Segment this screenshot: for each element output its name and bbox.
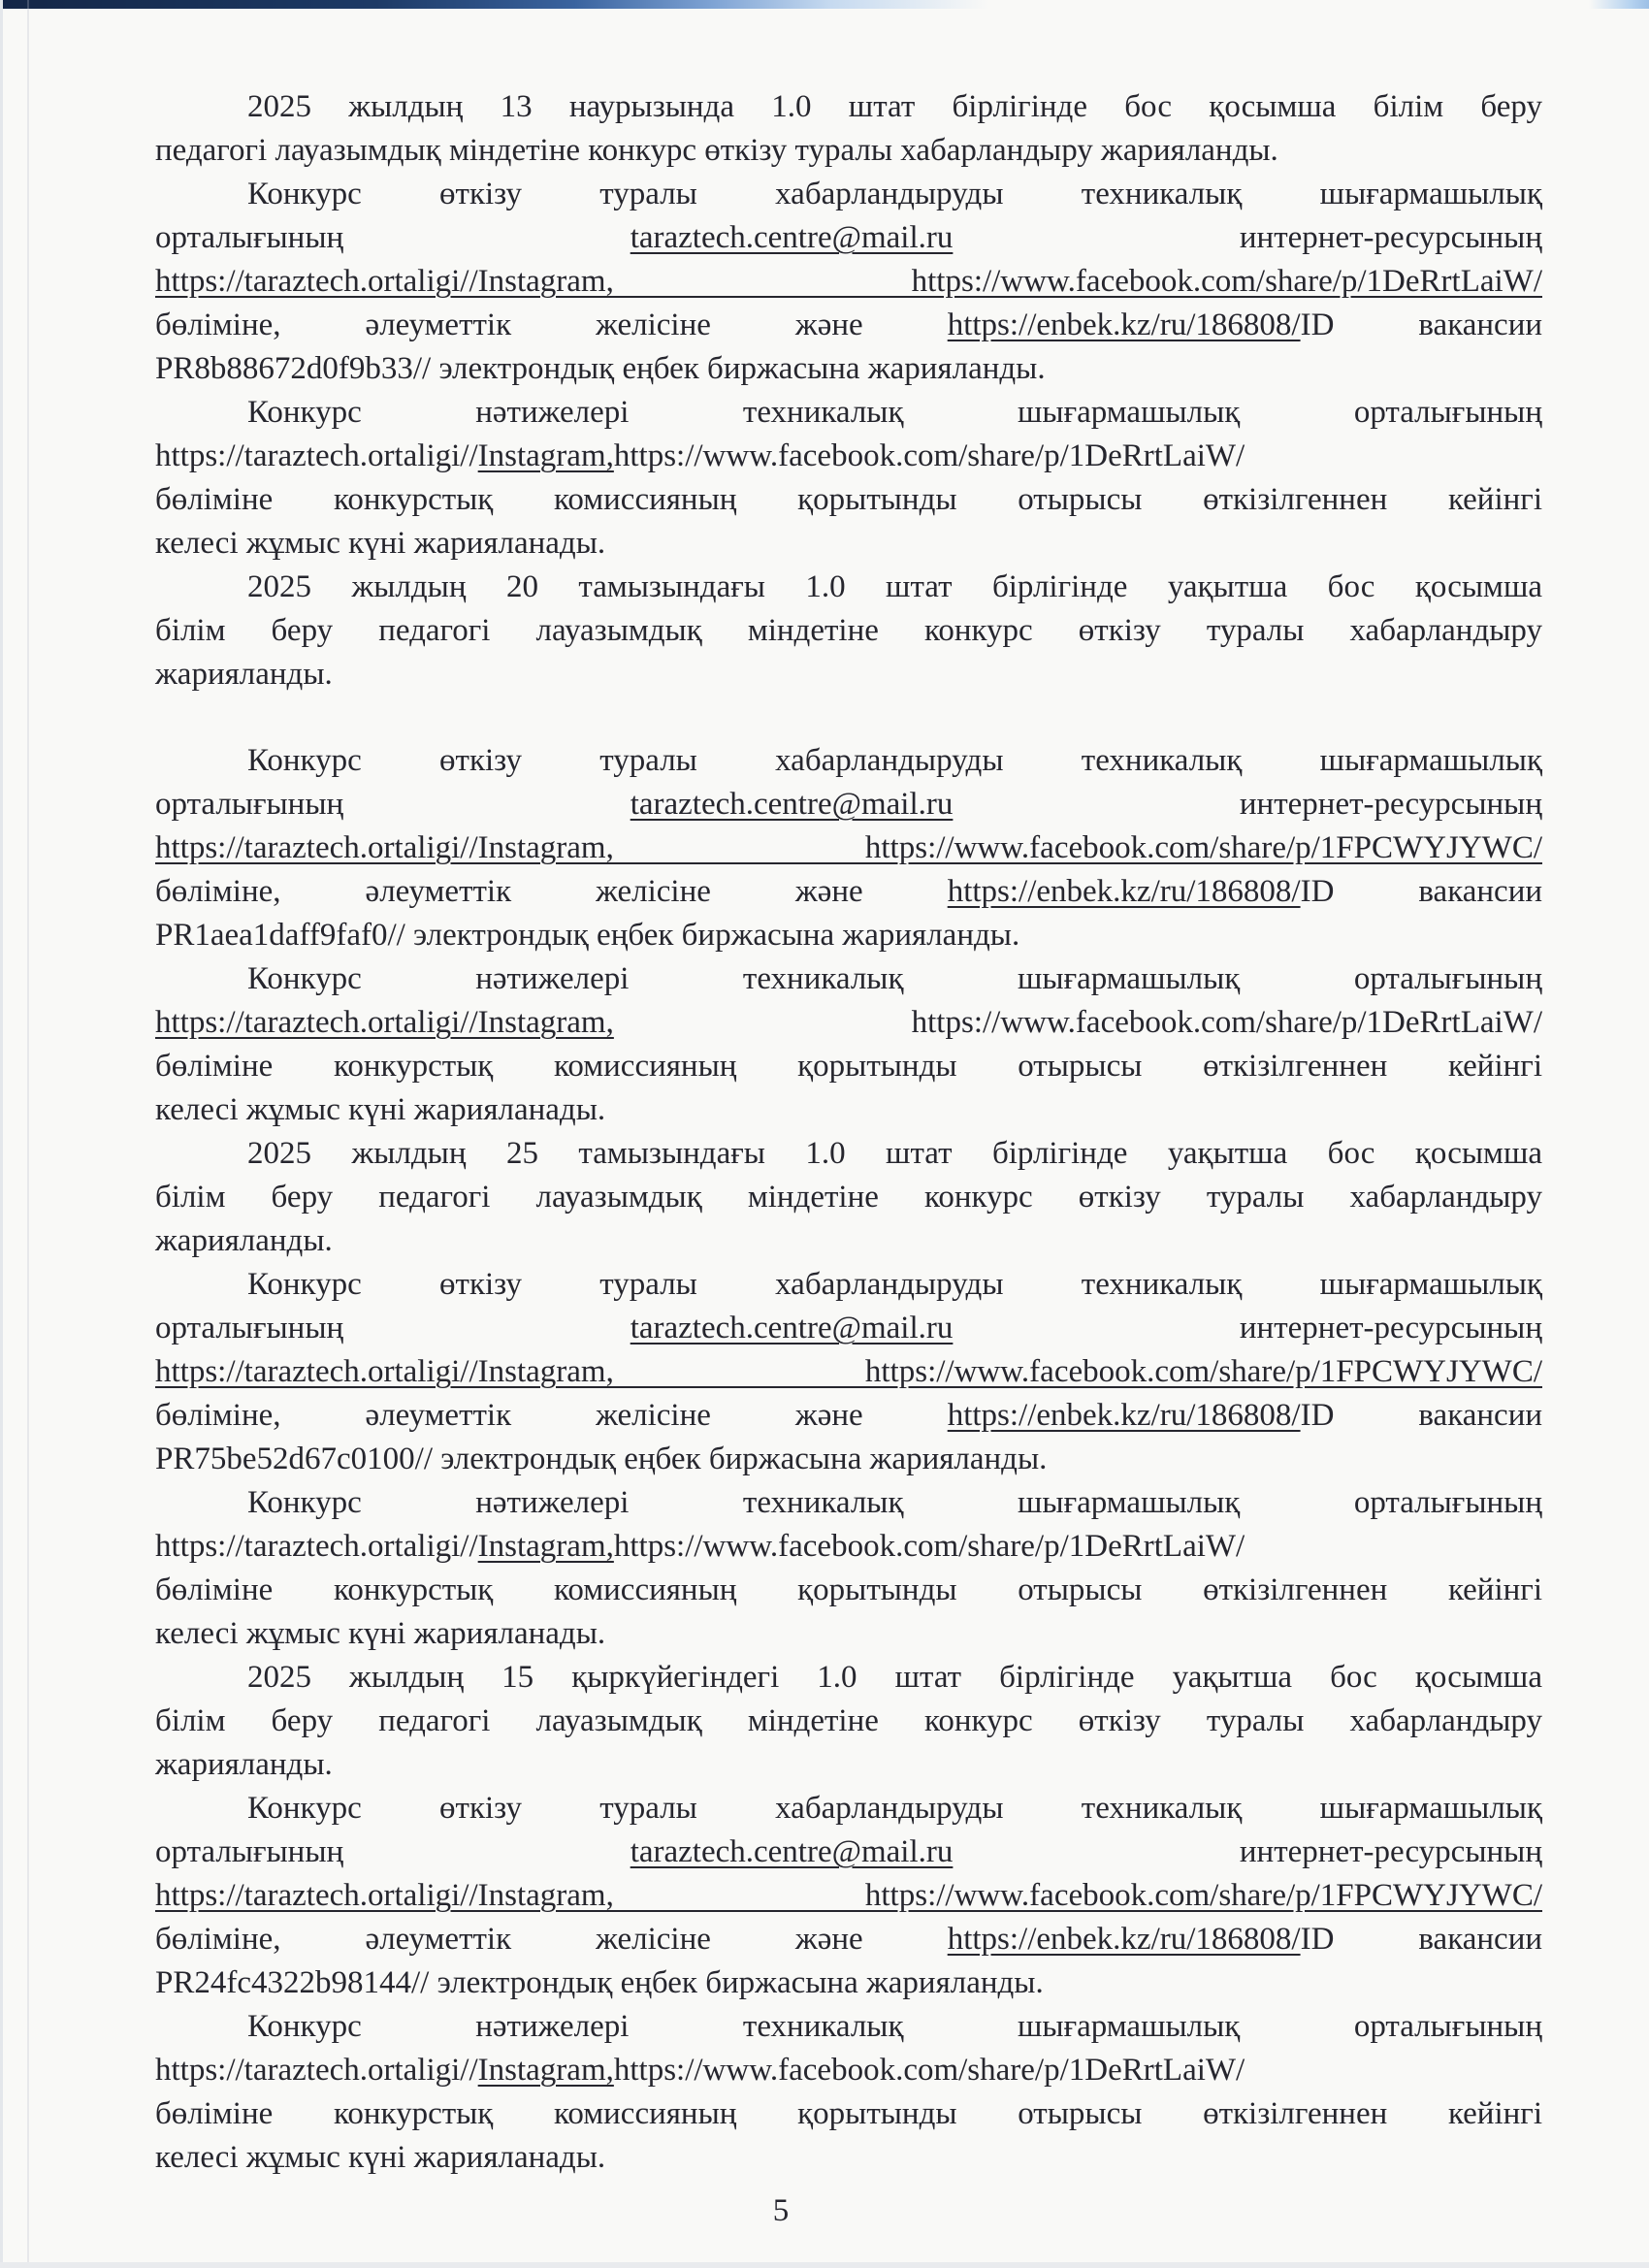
body-text: педагогі лауазымдық міндетіне конкурс өткізу туралы хабарландыру жарияланды. bbox=[155, 133, 1278, 168]
body-text: орталығының bbox=[155, 1834, 630, 1869]
scan-edge-left bbox=[0, 0, 3, 2268]
paragraph bbox=[155, 391, 1542, 566]
body-text: орталығының bbox=[155, 220, 630, 255]
paragraph bbox=[155, 2005, 1542, 2180]
body-text: https://taraztech.ortaligi// bbox=[155, 438, 478, 473]
body-text: орталығының bbox=[155, 787, 630, 822]
body-text: https://www.facebook.com/share/p/1DeRrtLaiW/ bbox=[613, 1005, 1542, 1040]
text-line bbox=[155, 1088, 1542, 1132]
text-line bbox=[155, 522, 1542, 566]
link-text: https://taraztech.ortaligi//Instagram, bbox=[155, 1005, 614, 1040]
text-line bbox=[155, 653, 1542, 697]
text-line bbox=[155, 173, 1542, 216]
body-text: ID вакансии bbox=[1300, 1922, 1543, 1957]
body-text: 2025 жылдың 15 қыркүйегіндегі 1.0 штат бірлігінде уақытша бос қосымша bbox=[247, 1660, 1542, 1695]
link-text: taraztech.centre@mail.ru bbox=[630, 787, 954, 822]
text-line bbox=[155, 347, 1542, 391]
text-line bbox=[155, 826, 1542, 870]
text-line bbox=[155, 1045, 1542, 1088]
body-text: Конкурс нәтижелері техникалық шығармашылық орталығының bbox=[247, 2009, 1542, 2044]
body-text: интернет-ресурсының bbox=[953, 1834, 1542, 1869]
text-line bbox=[155, 1438, 1542, 1481]
body-text: PR24fc4322b98144// электрондық еңбек биржасына жарияланды. bbox=[155, 1965, 1044, 2000]
body-text: жарияланды. bbox=[155, 1223, 333, 1258]
body-text: бөліміне конкурстық комиссияның қорытынды отырысы өткізілгеннен кейінгі bbox=[155, 482, 1542, 517]
link-text: https://taraztech.ortaligi//Instagram, https://www.facebook.com/share/p/1DeRrtLaiW/ bbox=[155, 264, 1542, 299]
scan-edge-top bbox=[0, 0, 989, 9]
text-line bbox=[155, 1700, 1542, 1743]
link-text: taraztech.centre@mail.ru bbox=[630, 1834, 954, 1869]
text-line bbox=[155, 1001, 1542, 1045]
text-line bbox=[155, 1481, 1542, 1525]
paragraph bbox=[155, 1132, 1542, 1263]
body-text: бөліміне конкурстық комиссияның қорытынды отырысы өткізілгеннен кейінгі bbox=[155, 2096, 1542, 2131]
body-text: https://taraztech.ortaligi// bbox=[155, 2053, 478, 2088]
body-text: Конкурс нәтижелері техникалық шығармашылық орталығының bbox=[247, 961, 1542, 996]
scan-edge-bottom bbox=[0, 2262, 1649, 2268]
body-text: https://www.facebook.com/share/p/1DeRrtLaiW/ bbox=[613, 2053, 1245, 2088]
body-text: бөліміне, әлеуметтік желісіне және bbox=[155, 1398, 948, 1433]
text-line bbox=[155, 1307, 1542, 1350]
link-text: https://enbek.kz/ru/186808/ bbox=[947, 874, 1301, 909]
body-text: келесі жұмыс күні жарияланады. bbox=[155, 1092, 606, 1127]
text-line bbox=[155, 739, 1542, 783]
text-line bbox=[155, 1394, 1542, 1438]
paragraph bbox=[155, 173, 1542, 391]
body-text: келесі жұмыс күні жарияланады. bbox=[155, 526, 606, 561]
text-line bbox=[155, 914, 1542, 957]
paragraph bbox=[155, 1787, 1542, 2005]
text-line bbox=[155, 1525, 1542, 1569]
text-line bbox=[155, 1918, 1542, 1961]
body-text: бөліміне конкурстық комиссияның қорытынды отырысы өткізілгеннен кейінгі bbox=[155, 1572, 1542, 1607]
text-line bbox=[155, 2092, 1542, 2136]
body-text: Конкурс өткізу туралы хабарландыруды техникалық шығармашылық bbox=[247, 177, 1542, 211]
text-line bbox=[155, 2136, 1542, 2180]
scan-edge-top-right bbox=[1589, 0, 1649, 9]
link-text: https://enbek.kz/ru/186808/ bbox=[947, 1922, 1301, 1957]
link-text: taraztech.centre@mail.ru bbox=[630, 220, 954, 255]
paragraph bbox=[155, 1263, 1542, 1481]
body-text: Конкурс нәтижелері техникалық шығармашылық орталығының bbox=[247, 395, 1542, 430]
body-text: 2025 жылдың 20 тамызындағы 1.0 штат бірлігінде уақытша бос қосымша bbox=[247, 569, 1542, 604]
text-line bbox=[155, 1612, 1542, 1656]
text-line bbox=[155, 566, 1542, 609]
page-content bbox=[155, 85, 1542, 2233]
body-text: https://taraztech.ortaligi// bbox=[155, 1529, 478, 1564]
text-line bbox=[155, 1569, 1542, 1612]
link-text: Instagram, bbox=[477, 1529, 614, 1564]
scan-crease-left bbox=[27, 0, 29, 2268]
body-text: PR75be52d67c0100// электрондық еңбек биржасына жарияланды. bbox=[155, 1442, 1048, 1476]
body-text: ID вакансии bbox=[1300, 874, 1543, 909]
body-text: Конкурс нәтижелері техникалық шығармашылық орталығының bbox=[247, 1485, 1542, 1520]
body-text: Конкурс өткізу туралы хабарландыруды техникалық шығармашылық bbox=[247, 1791, 1542, 1826]
body-text: білім беру педагогі лауазымдық міндетіне конкурс өткізу туралы хабарландыру bbox=[155, 613, 1542, 648]
text-line bbox=[155, 2005, 1542, 2049]
body-text: бөліміне, әлеуметтік желісіне және bbox=[155, 308, 948, 342]
link-text: Instagram, bbox=[477, 438, 614, 473]
body-text: PR8b88672d0f9b33// электрондық еңбек биржасына жарияланды. bbox=[155, 351, 1046, 386]
paragraph bbox=[155, 85, 1542, 173]
paragraph bbox=[155, 1481, 1542, 1656]
body-text: ID вакансии bbox=[1300, 1398, 1543, 1433]
body-text: келесі жұмыс күні жарияланады. bbox=[155, 1616, 606, 1651]
body-text: бөліміне, әлеуметтік желісіне және bbox=[155, 1922, 948, 1957]
text-line bbox=[155, 957, 1542, 1001]
link-text: https://taraztech.ortaligi//Instagram, https://www.facebook.com/share/p/1FPCWYJYWC/ bbox=[155, 1354, 1542, 1389]
text-line bbox=[155, 1874, 1542, 1918]
text-line bbox=[155, 1831, 1542, 1874]
link-text: taraztech.centre@mail.ru bbox=[630, 1311, 954, 1345]
body-text: келесі жұмыс күні жарияланады. bbox=[155, 2140, 606, 2175]
body-text: https://www.facebook.com/share/p/1DeRrtLaiW/ bbox=[613, 1529, 1245, 1564]
paragraph bbox=[155, 566, 1542, 697]
text-line bbox=[155, 1350, 1542, 1394]
link-text: https://enbek.kz/ru/186808/ bbox=[947, 308, 1301, 342]
body-text: бөліміне, әлеуметтік желісіне және bbox=[155, 874, 948, 909]
body-text: 2025 жылдың 13 наурызында 1.0 штат бірлігінде бос қосымша білім беру bbox=[247, 89, 1542, 124]
body-text: интернет-ресурсының bbox=[953, 787, 1542, 822]
text-line bbox=[155, 1656, 1542, 1700]
body-text: интернет-ресурсының bbox=[953, 220, 1542, 255]
text-line bbox=[155, 609, 1542, 653]
text-line bbox=[155, 85, 1542, 129]
body-text: https://www.facebook.com/share/p/1DeRrtLaiW/ bbox=[613, 438, 1245, 473]
text-line bbox=[155, 1132, 1542, 1176]
body-text: интернет-ресурсының bbox=[953, 1311, 1542, 1345]
body-text: ID вакансии bbox=[1300, 308, 1543, 342]
text-line bbox=[155, 435, 1542, 478]
text-line bbox=[155, 391, 1542, 435]
body-text: орталығының bbox=[155, 1311, 630, 1345]
link-text: https://taraztech.ortaligi//Instagram, https://www.facebook.com/share/p/1FPCWYJYWC/ bbox=[155, 1878, 1542, 1913]
text-line bbox=[155, 129, 1542, 173]
link-text: Instagram, bbox=[477, 2053, 614, 2088]
text-line bbox=[155, 1787, 1542, 1831]
text-line bbox=[155, 216, 1542, 260]
text-line bbox=[155, 1176, 1542, 1219]
text-line bbox=[155, 304, 1542, 347]
body-text: білім беру педагогі лауазымдық міндетіне конкурс өткізу туралы хабарландыру bbox=[155, 1703, 1542, 1738]
text-line bbox=[155, 870, 1542, 914]
text-line bbox=[155, 2049, 1542, 2092]
text-line bbox=[155, 478, 1542, 522]
text-line bbox=[155, 1219, 1542, 1263]
body-text: жарияланды. bbox=[155, 1747, 333, 1782]
page-number: 5 bbox=[772, 2193, 790, 2228]
text-line bbox=[155, 1743, 1542, 1787]
text-line bbox=[155, 260, 1542, 304]
text-line bbox=[155, 1961, 1542, 2005]
paragraph bbox=[155, 739, 1542, 957]
link-text: https://enbek.kz/ru/186808/ bbox=[947, 1398, 1301, 1433]
body-text: PR1aea1daff9faf0// электрондық еңбек биржасына жарияланды. bbox=[155, 918, 1020, 953]
paragraph bbox=[155, 1656, 1542, 1787]
link-text: https://taraztech.ortaligi//Instagram, https://www.facebook.com/share/p/1FPCWYJYWC/ bbox=[155, 830, 1542, 865]
body-text: 2025 жылдың 25 тамызындағы 1.0 штат бірлігінде уақытша бос қосымша bbox=[247, 1136, 1542, 1171]
text-line bbox=[155, 783, 1542, 826]
body-text: бөліміне конкурстық комиссияның қорытынды отырысы өткізілгеннен кейінгі bbox=[155, 1049, 1542, 1084]
text-line bbox=[155, 1263, 1542, 1307]
body-text: жарияланды. bbox=[155, 657, 333, 692]
paragraph bbox=[155, 957, 1542, 1132]
body-text: Конкурс өткізу туралы хабарландыруды техникалық шығармашылық bbox=[247, 743, 1542, 778]
body-text: Конкурс өткізу туралы хабарландыруды техникалық шығармашылық bbox=[247, 1267, 1542, 1302]
body-text: білім беру педагогі лауазымдық міндетіне конкурс өткізу туралы хабарландыру bbox=[155, 1180, 1542, 1215]
